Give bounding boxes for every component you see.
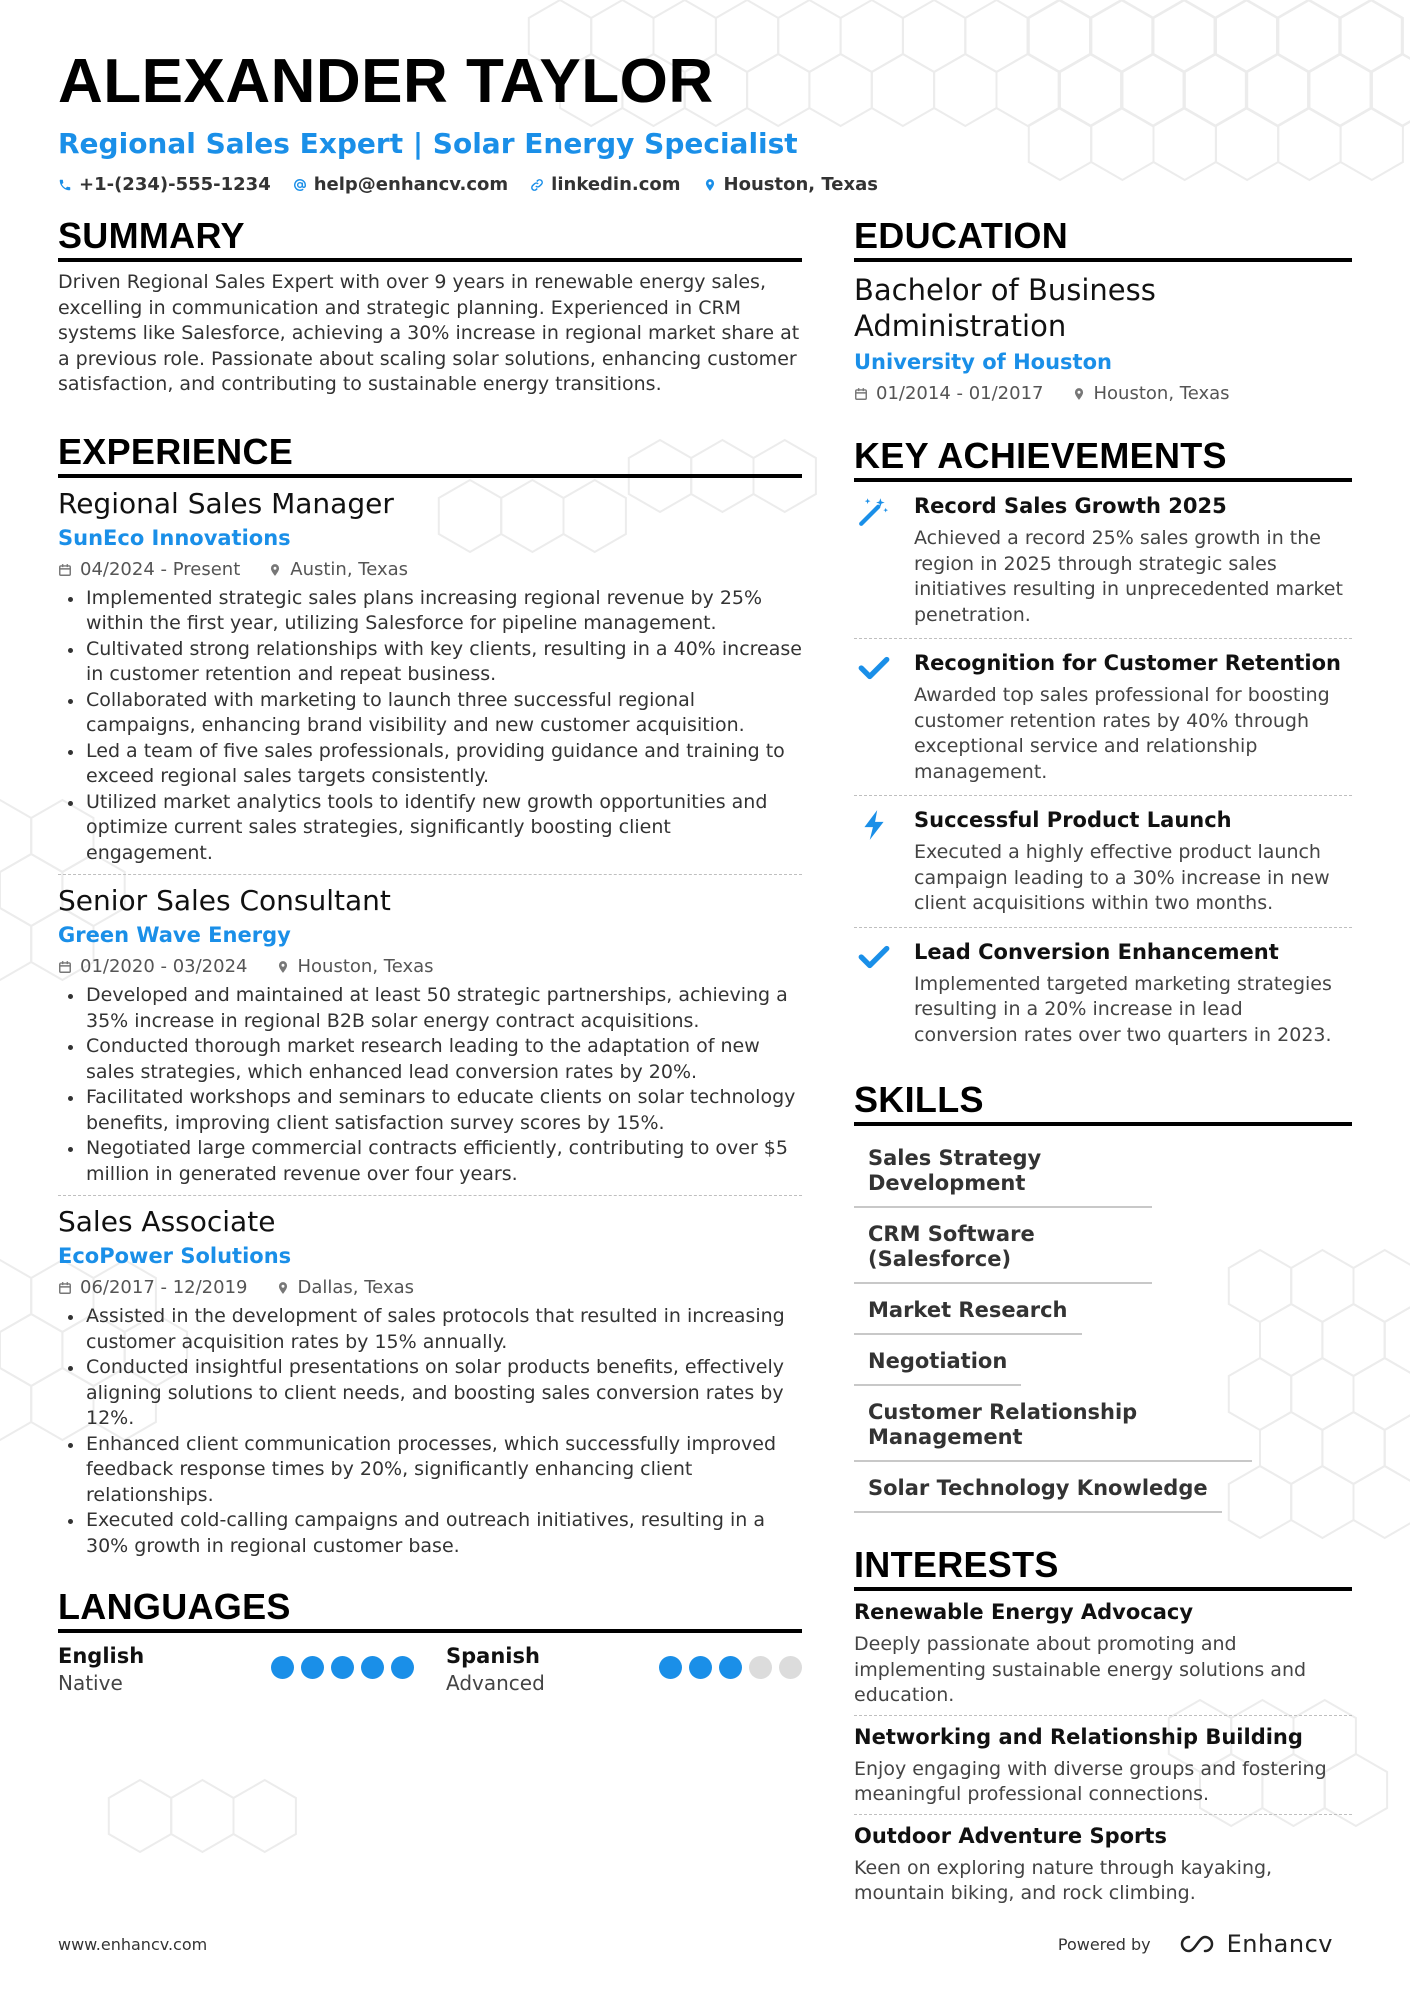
- job-location-text: Austin, Texas: [290, 558, 409, 580]
- job-bullet: Collaborated with marketing to launch three successful regional campaigns, enhancing brand visibility and new customer acquisition.: [58, 688, 802, 739]
- job-bullets: [58, 983, 802, 1187]
- job-title: Sales Associate: [58, 1205, 276, 1238]
- achievement-title: Successful Product Launch: [914, 808, 1232, 832]
- company-name: Green Wave Energy: [58, 923, 291, 947]
- contact-linkedin[interactable]: [530, 174, 680, 195]
- job-dates-text: 04/2024 - Present: [80, 558, 241, 580]
- interest-item: [854, 1591, 1352, 1715]
- achievement-title: Record Sales Growth 2025: [914, 494, 1227, 518]
- job-bullet: Enhanced client communication processes, which successfully improved feedback response times by 20%, significantly enhancing client relationships.: [58, 1432, 802, 1509]
- interest-title: Outdoor Adventure Sports: [854, 1823, 1167, 1848]
- language-level: Advanced: [446, 1671, 545, 1695]
- skills-list: [854, 1132, 1352, 1513]
- calendar-icon: [854, 387, 868, 401]
- interest-desc: Deeply passionate about promoting and implementing sustainable energy solutions and education.: [854, 1633, 1307, 1706]
- job-meta: [58, 1276, 802, 1300]
- job-location: [276, 955, 434, 979]
- interest-title: Networking and Relationship Building: [854, 1724, 1303, 1749]
- location-pin-icon: [276, 960, 290, 974]
- education-dates: [854, 382, 1044, 406]
- rating-dot-empty: [749, 1656, 772, 1679]
- job-entry: [58, 1195, 802, 1559]
- degree-name: Bachelor of Business Administration: [854, 273, 1156, 343]
- magic-wand-icon: [857, 494, 891, 528]
- contact-location: [703, 174, 878, 195]
- right-column: [854, 216, 1352, 1913]
- contact-email-text: help@enhancv.com: [313, 174, 509, 195]
- language-rating: [659, 1656, 802, 1697]
- job-bullet: Implemented strategic sales plans increasing regional revenue by 25% within the first year, utilizing Salesforce for pipeline management.: [58, 586, 802, 637]
- company-name: EcoPower Solutions: [58, 1244, 292, 1268]
- calendar-icon: [58, 1281, 72, 1295]
- education-location-text: Houston, Texas: [1093, 383, 1230, 404]
- rating-dot-filled: [659, 1656, 682, 1679]
- achievement-item: [854, 638, 1352, 795]
- language-item: [58, 1643, 414, 1697]
- interest-desc: Keen on exploring nature through kayaking, mountain biking, and rock climbing.: [854, 1856, 1273, 1904]
- job-entry: [58, 874, 802, 1187]
- location-pin-icon: [268, 563, 282, 577]
- job-dates: [58, 1276, 248, 1300]
- languages-list: [58, 1643, 802, 1697]
- checkmark-icon: [857, 651, 891, 685]
- brand-name: Enhancv: [1226, 1930, 1333, 1958]
- resume-header: [58, 46, 1358, 195]
- education-location: [1072, 382, 1230, 406]
- candidate-title: Regional Sales Expert | Solar Energy Specialist: [58, 127, 798, 160]
- job-title: Senior Sales Consultant: [58, 884, 391, 917]
- calendar-icon: [58, 960, 72, 974]
- powered-by-label: Powered by: [1057, 1934, 1151, 1954]
- experience-heading: EXPERIENCE: [58, 432, 802, 478]
- education-heading: EDUCATION: [854, 216, 1352, 262]
- achievement-item: [854, 927, 1352, 1059]
- calendar-icon: [58, 563, 72, 577]
- language-item: [446, 1643, 802, 1697]
- job-meta: [58, 558, 802, 582]
- school-name: University of Houston: [854, 350, 1112, 374]
- interest-title: Renewable Energy Advocacy: [854, 1600, 1194, 1624]
- location-pin-icon: [276, 1281, 290, 1295]
- location-pin-icon: [1072, 387, 1086, 401]
- skill-tag: Customer Relationship Management: [854, 1386, 1252, 1462]
- company-name: SunEco Innovations: [58, 525, 291, 550]
- job-bullet: Led a team of five sales professionals, providing guidance and training to exceed regional sales targets consistently.: [58, 739, 802, 790]
- job-bullets: [58, 586, 802, 867]
- enhancv-logo[interactable]: [1175, 1930, 1333, 1958]
- job-bullets: [58, 1304, 802, 1559]
- interest-desc: Enjoy engaging with diverse groups and fostering meaningful professional connections.: [854, 1757, 1327, 1805]
- summary-heading: SUMMARY: [58, 216, 802, 262]
- achievement-desc: Implemented targeted marketing strategies resulting in a 20% increase in lead conversion rates over two quarters in 2023.: [914, 972, 1332, 1046]
- language-name: Spanish: [446, 1644, 540, 1668]
- phone-icon: [58, 178, 72, 192]
- checkmark-icon: [857, 940, 891, 974]
- rating-dot-filled: [361, 1656, 384, 1679]
- job-location-text: Houston, Texas: [297, 956, 434, 977]
- language-name: English: [58, 1644, 145, 1668]
- lightning-bolt-icon: [857, 808, 891, 842]
- rating-dot-filled: [301, 1656, 324, 1679]
- contact-linkedin-text: linkedin.com: [551, 174, 681, 195]
- job-bullet: Assisted in the development of sales protocols that resulted in increasing customer acquisition rates by 15% annually.: [58, 1304, 802, 1355]
- enhancv-logo-icon: [1175, 1932, 1219, 1956]
- language-level: Native: [58, 1671, 123, 1695]
- contact-bar: [58, 174, 1358, 195]
- contact-phone[interactable]: [58, 174, 271, 195]
- achievement-title: Recognition for Customer Retention: [914, 651, 1342, 675]
- education-dates-text: 01/2014 - 01/2017: [876, 383, 1044, 404]
- job-location: [276, 1276, 415, 1300]
- job-dates-text: 01/2020 - 03/2024: [80, 956, 248, 977]
- rating-dot-filled: [689, 1656, 712, 1679]
- job-location: [268, 558, 408, 582]
- interest-item: [854, 1814, 1352, 1913]
- powered-by: [1058, 1930, 1333, 1958]
- skill-tag: CRM Software (Salesforce): [854, 1208, 1152, 1284]
- languages-heading: LANGUAGES: [58, 1587, 802, 1633]
- contact-location-text: Houston, Texas: [723, 174, 878, 195]
- education-meta: [854, 382, 1352, 406]
- skill-tag: Negotiation: [854, 1335, 1021, 1386]
- left-column: [58, 216, 802, 1697]
- rating-dot-filled: [331, 1656, 354, 1679]
- link-icon: [530, 178, 544, 192]
- rating-dot-empty: [779, 1656, 802, 1679]
- achievement-desc: Awarded top sales professional for boosting customer retention rates by 40% through exceptional service and relationship management.: [914, 684, 1330, 783]
- achievement-desc: Achieved a record 25% sales growth in the region in 2025 through strategic sales initiatives resulting in unprecedented market penetration.: [914, 527, 1343, 626]
- at-icon: [293, 178, 307, 192]
- job-bullet: Executed cold-calling campaigns and outreach initiatives, resulting in a 30% growth in regional customer base.: [58, 1508, 802, 1559]
- candidate-name: ALEXANDER TAYLOR: [58, 47, 714, 116]
- rating-dot-filled: [271, 1656, 294, 1679]
- skills-heading: SKILLS: [854, 1080, 1352, 1126]
- location-pin-icon: [703, 178, 717, 192]
- job-bullet: Conducted insightful presentations on solar products benefits, effectively aligning solutions to client needs, and boosting sales conversion rates by 12%.: [58, 1355, 802, 1432]
- job-bullet: Conducted thorough market research leading to the adaptation of new sales strategies, which enhanced lead conversion rates by 20%.: [58, 1034, 802, 1085]
- interests-heading: INTERESTS: [854, 1545, 1352, 1591]
- achievement-item: [854, 482, 1352, 638]
- job-bullet: Cultivated strong relationships with key clients, resulting in a 40% increase in customer retention and repeat business.: [58, 637, 802, 688]
- interest-item: [854, 1715, 1352, 1814]
- achievement-desc: Executed a highly effective product launch campaign leading to a 30% increase in new client acquisitions within two months.: [914, 841, 1330, 914]
- skill-tag: Solar Technology Knowledge: [854, 1462, 1222, 1513]
- job-dates: [58, 558, 240, 582]
- contact-email[interactable]: [293, 174, 508, 195]
- job-bullet: Facilitated workshops and seminars to educate clients on solar technology benefits, improving client satisfaction survey scores by 15%.: [58, 1085, 802, 1136]
- language-rating: [271, 1656, 414, 1697]
- job-meta: [58, 955, 802, 979]
- achievement-title: Lead Conversion Enhancement: [914, 939, 1279, 964]
- contact-phone-text: +1-(234)-555-1234: [79, 174, 271, 195]
- skill-tag: Sales Strategy Development: [854, 1132, 1152, 1208]
- skill-tag: Market Research: [854, 1284, 1082, 1335]
- rating-dot-filled: [719, 1656, 742, 1679]
- job-dates-text: 06/2017 - 12/2019: [80, 1277, 248, 1298]
- job-title: Regional Sales Manager: [58, 486, 394, 520]
- job-bullet: Negotiated large commercial contracts efficiently, contributing to over $5 million in generated revenue over four years.: [58, 1136, 802, 1187]
- achievements-heading: KEY ACHIEVEMENTS: [854, 436, 1352, 482]
- job-entry: [58, 478, 802, 867]
- page-footer: [58, 1930, 1333, 1958]
- job-dates: [58, 955, 248, 979]
- summary-text: Driven Regional Sales Expert with over 9 years in renewable energy sales, excelling in communication and strategic planning. Experienced in CRM systems like Salesforce, achieving a 30% increase in regional market share at a previous role. Passionate about scaling solar solutions, enhancing customer satisfaction, and contributing to sustainable energy transitions.: [58, 271, 800, 395]
- job-bullet: Developed and maintained at least 50 strategic partnerships, achieving a 35% increase in regional B2B solar energy contract acquisitions.: [58, 983, 802, 1034]
- job-bullet: Utilized market analytics tools to identify new growth opportunities and optimize current sales strategies, significantly boosting client engagement.: [58, 790, 802, 867]
- rating-dot-filled: [391, 1656, 414, 1679]
- achievement-item: [854, 795, 1352, 927]
- job-location-text: Dallas, Texas: [297, 1277, 414, 1298]
- footer-url[interactable]: www.enhancv.com: [58, 1934, 208, 1954]
